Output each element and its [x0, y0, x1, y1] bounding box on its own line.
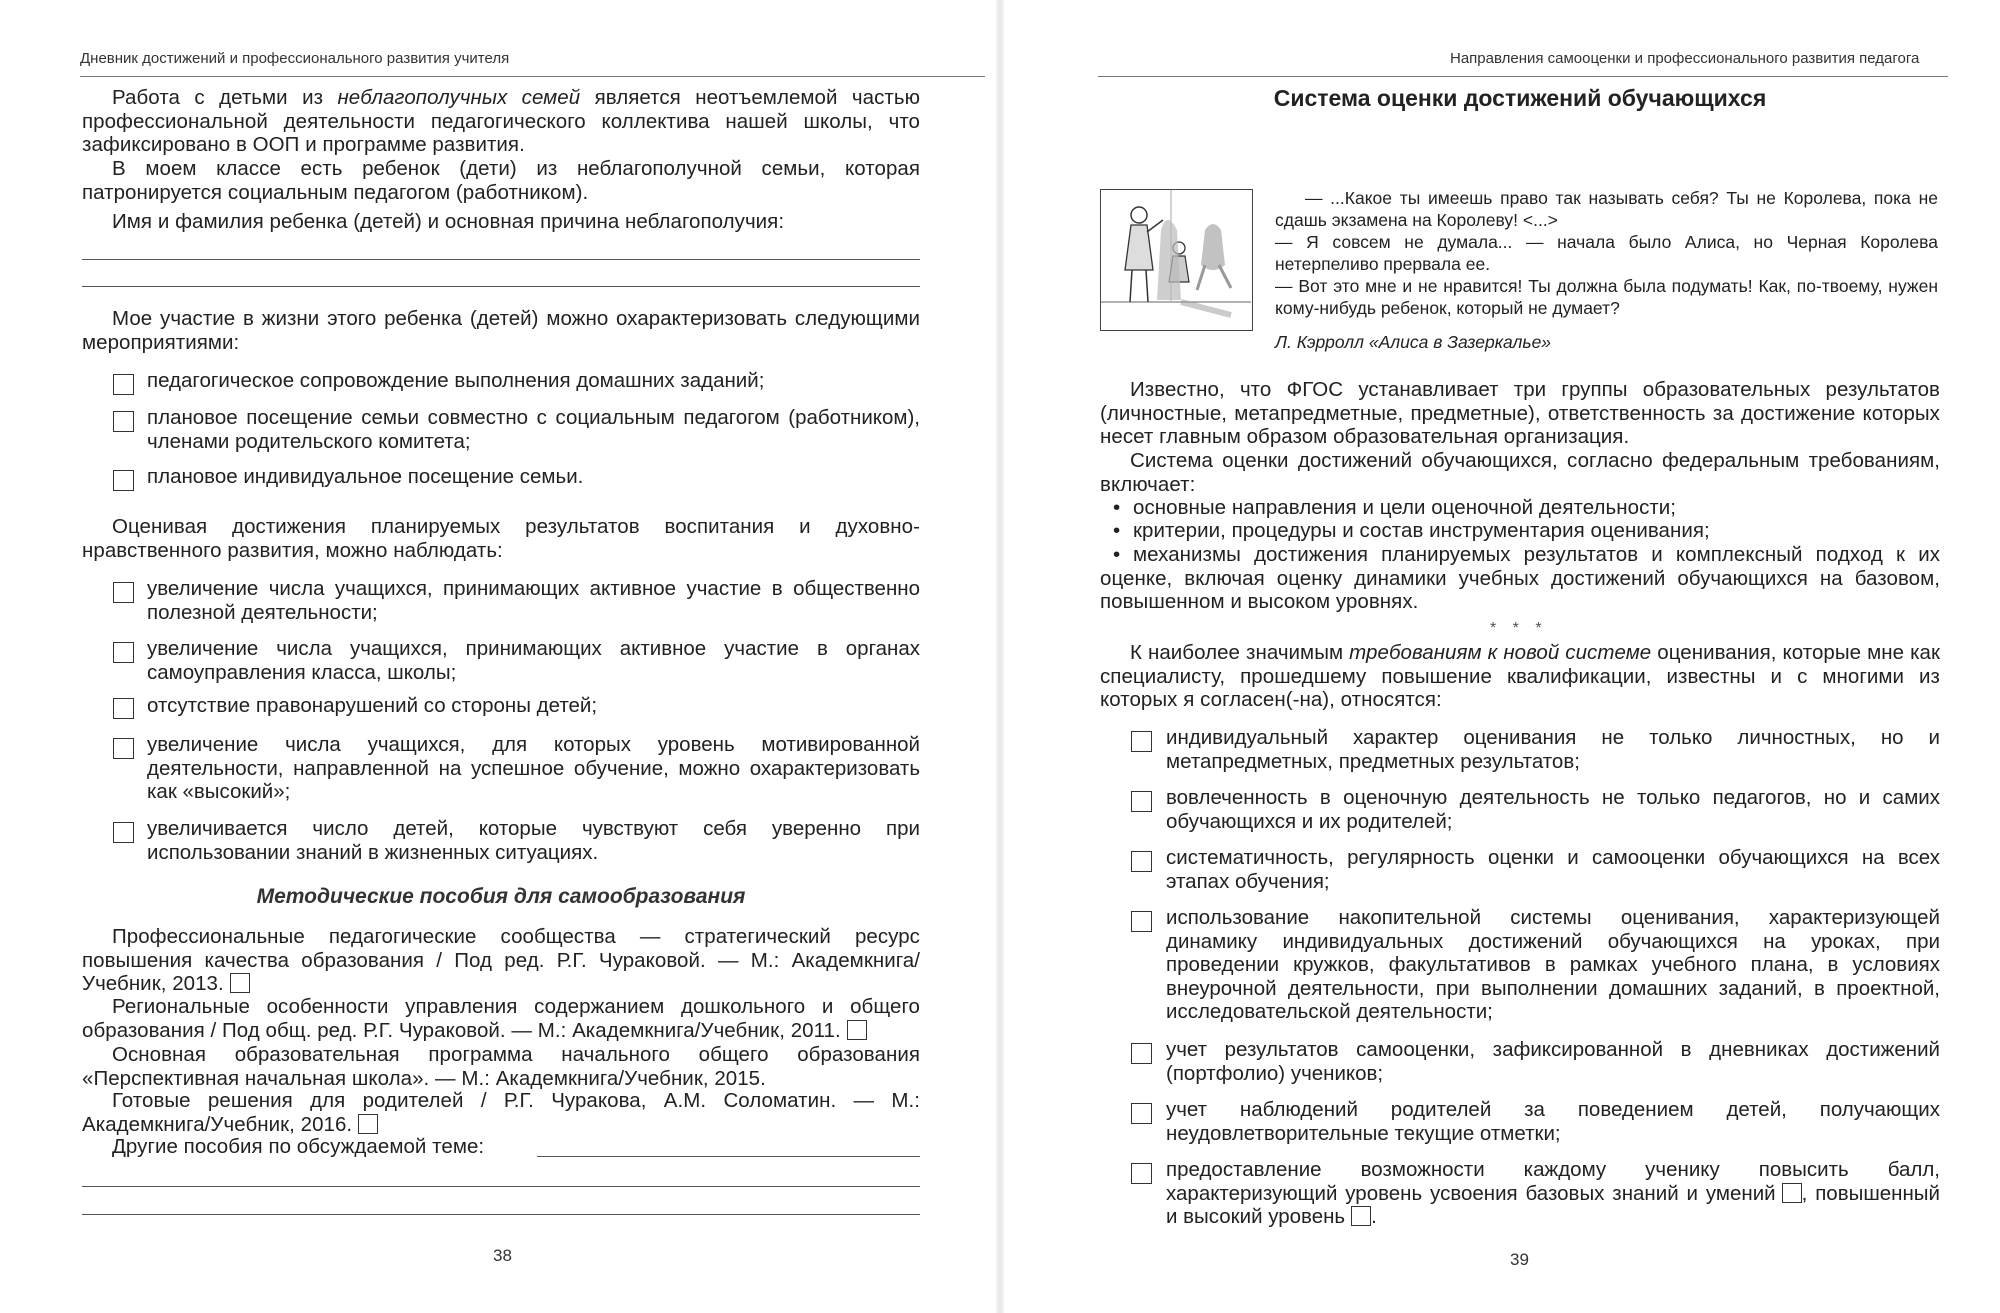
checkbox[interactable]	[358, 1114, 378, 1134]
list-item: увеличение числа учащихся, принимающих активное участие в общественно полезной деятельности;	[147, 577, 920, 624]
checkbox[interactable]	[113, 738, 134, 759]
paragraph-fgos: Известно, что ФГОС устанавливает три группы образовательных результатов (личностные, метапредметные, предметные), ответственность за достижение которых несет главным образом образовательная организация.	[1100, 378, 1940, 448]
checkbox[interactable]	[113, 822, 134, 843]
checkbox[interactable]	[847, 1020, 867, 1040]
list-item: учет наблюдений родителей за поведением детей, получающих неудовлетворительные текущие отметки;	[1166, 1098, 1940, 1145]
epigraph-quote: — ...Какое ты имеешь право так называть себя? Ты не Королева, пока не сдашь экзамена на Королеву! <...> — Я совсем не думала... — начала было Алиса, но Черная Королева нетерпеливо прервала ее. — Вот это мне и не нравится! Ты должна была подумать! Как, по-твоему, нужен кому-нибудь ребенок, который не думает?	[1275, 188, 1938, 318]
bullet-marker: •	[1113, 496, 1121, 519]
checkbox[interactable]	[113, 374, 134, 395]
paragraph-assessment: Оценивая достижения планируемых результатов воспитания и духовно-нравственного развития, можно наблюдать:	[82, 515, 920, 562]
reference-item: Основная образовательная программа начального общего образования «Перспективная начальная школа». — М.: Академкнига/Учебник, 2015.	[82, 1043, 920, 1090]
list-item: учет результатов самооценки, зафиксированной в дневниках достижений (портфолио) учеников;	[1166, 1038, 1940, 1085]
write-in-line[interactable]	[82, 259, 920, 260]
checkbox[interactable]	[1131, 791, 1152, 812]
paragraph-intro: Работа с детьми из неблагополучных семей является неотъемлемой частью профессиональной деятельности педагогического коллектива нашей школы, что зафиксировано в ООП и программе развития.	[82, 86, 921, 156]
write-in-line[interactable]	[82, 1214, 920, 1215]
section-subheading: Методические пособия для самообразования	[256, 885, 746, 908]
paragraph-system: Система оценки достижений обучающихся, согласно федеральным требованиям, включает:	[1100, 449, 1940, 496]
checkbox[interactable]	[113, 698, 134, 719]
checkbox[interactable]	[113, 470, 134, 491]
list-item: систематичность, регулярность оценки и самооценки обучающихся на всех этапах обучения;	[1166, 846, 1940, 893]
checkbox[interactable]	[1131, 1163, 1152, 1184]
write-in-line[interactable]	[82, 1186, 920, 1187]
running-header: Дневник достижений и профессионального развития учителя	[80, 50, 510, 67]
page-number: 39	[1510, 1250, 1529, 1269]
list-item: плановое посещение семьи совместно с социальным педагогом (работником), членами родительского комитета;	[147, 406, 920, 453]
right-page	[1000, 0, 2000, 1313]
reference-item: Готовые решения для родителей / Р.Г. Чуракова, А.М. Соломатин. — М.: Академкнига/Учебник, 2016.	[82, 1089, 920, 1136]
bullet-item: механизмы достижения планируемых результатов и комплексный подход к их оценке, включая оценку динамики учебных достижений обучающихся на базовом, повышенном и высоком уровнях.	[1100, 543, 1940, 613]
list-item: увеличение числа учащихся, принимающих активное участие в органах самоуправления класса, школы;	[147, 637, 920, 684]
checkbox[interactable]	[113, 582, 134, 603]
checkbox[interactable]	[1131, 1103, 1152, 1124]
checkbox[interactable]	[1131, 731, 1152, 752]
page-number: 38	[493, 1246, 512, 1265]
bullet-item: критерии, процедуры и состав инструментария оценивания;	[1133, 519, 1710, 542]
list-item: вовлеченность в оценочную деятельность не только педагогов, но и самих обучающихся и их родителей;	[1166, 786, 1940, 833]
header-rule	[80, 76, 985, 77]
header-rule	[1098, 76, 1948, 77]
checkbox[interactable]	[1131, 1043, 1152, 1064]
list-item: предоставление возможности каждому ученику повысить балл, характеризующий уровень усвоения базовых знаний и умений , повышенный и высокий уровень .	[1166, 1158, 1940, 1228]
reference-item: Профессиональные педагогические сообщества — стратегический ресурс повышения качества образования / Под ред. Р.Г. Чураковой. — М.: Академкнига/Учебник, 2013.	[82, 925, 920, 995]
illustration-drawing	[1101, 190, 1251, 329]
list-item: использование накопительной системы оценивания, характеризующей динамику индивидуальных достижений обучающихся на уроках, при проведении кружков, факультативов в рамках учебного плана, в условиях внеурочной деятельности, при выполнении домашних заданий, в проектной, исследовательской деятельности;	[1166, 906, 1940, 1023]
write-in-line[interactable]	[82, 286, 920, 287]
list-item: увеличение числа учащихся, для которых уровень мотивированной деятельности, направленной на успешное обучение, можно охарактеризовать как «высокий»;	[147, 733, 920, 803]
list-item: педагогическое сопровождение выполнения домашних заданий;	[147, 369, 765, 392]
list-item: плановое индивидуальное посещение семьи.	[147, 465, 584, 488]
running-header: Направления самооценки и профессионального развития педагога	[1450, 50, 1920, 67]
alice-illustration	[1100, 189, 1253, 331]
list-item: увеличивается число детей, которые чувствуют себя уверенно при использовании знаний в жизненных ситуациях.	[147, 817, 920, 864]
bullet-item: основные направления и цели оценочной деятельности;	[1133, 496, 1677, 519]
checkbox[interactable]	[1131, 851, 1152, 872]
bullet-marker: •	[1113, 543, 1121, 566]
reference-item: Региональные особенности управления содержанием дошкольного и общего образования / Под общ. ред. Р.Г. Чураковой. — М.: Академкнига/Учебник, 2011.	[82, 995, 920, 1042]
checkbox[interactable]	[1782, 1183, 1802, 1203]
paragraph-participation: Мое участие в жизни этого ребенка (детей) можно охарактеризовать следующими мероприятиями:	[82, 307, 920, 354]
bullet-marker: •	[1113, 519, 1121, 542]
paragraph-requirements: К наиболее значимым требованиям к новой системе оценивания, которые мне как специалисту, прошедшему повышение квалификации, известны и с многими из которых я согласен(-на), относятся:	[1100, 641, 1941, 711]
checkbox[interactable]	[1131, 911, 1152, 932]
section-separator: * * *	[1490, 620, 1548, 637]
checkbox[interactable]	[230, 973, 250, 993]
checkbox[interactable]	[113, 411, 134, 432]
other-manuals-prompt: Другие пособия по обсуждаемой теме:	[112, 1135, 485, 1158]
list-item: индивидуальный характер оценивания не только личностных, но и метапредметных, предметных результатов;	[1166, 726, 1940, 773]
write-in-line[interactable]	[537, 1156, 920, 1157]
list-item: отсутствие правонарушений со стороны детей;	[147, 694, 598, 717]
paragraph-class: В моем классе есть ребенок (дети) из неблагополучной семьи, которая патронируется социальным педагогом (работником).	[82, 157, 920, 204]
checkbox[interactable]	[113, 642, 134, 663]
page-title: Система оценки достижений обучающихся	[1273, 85, 1767, 111]
checkbox[interactable]	[1351, 1206, 1371, 1226]
paragraph-name-prompt: Имя и фамилия ребенка (детей) и основная причина неблагополучия:	[112, 210, 785, 233]
epigraph-source: Л. Кэрролл «Алиса в Зазеркалье»	[1275, 332, 1552, 352]
